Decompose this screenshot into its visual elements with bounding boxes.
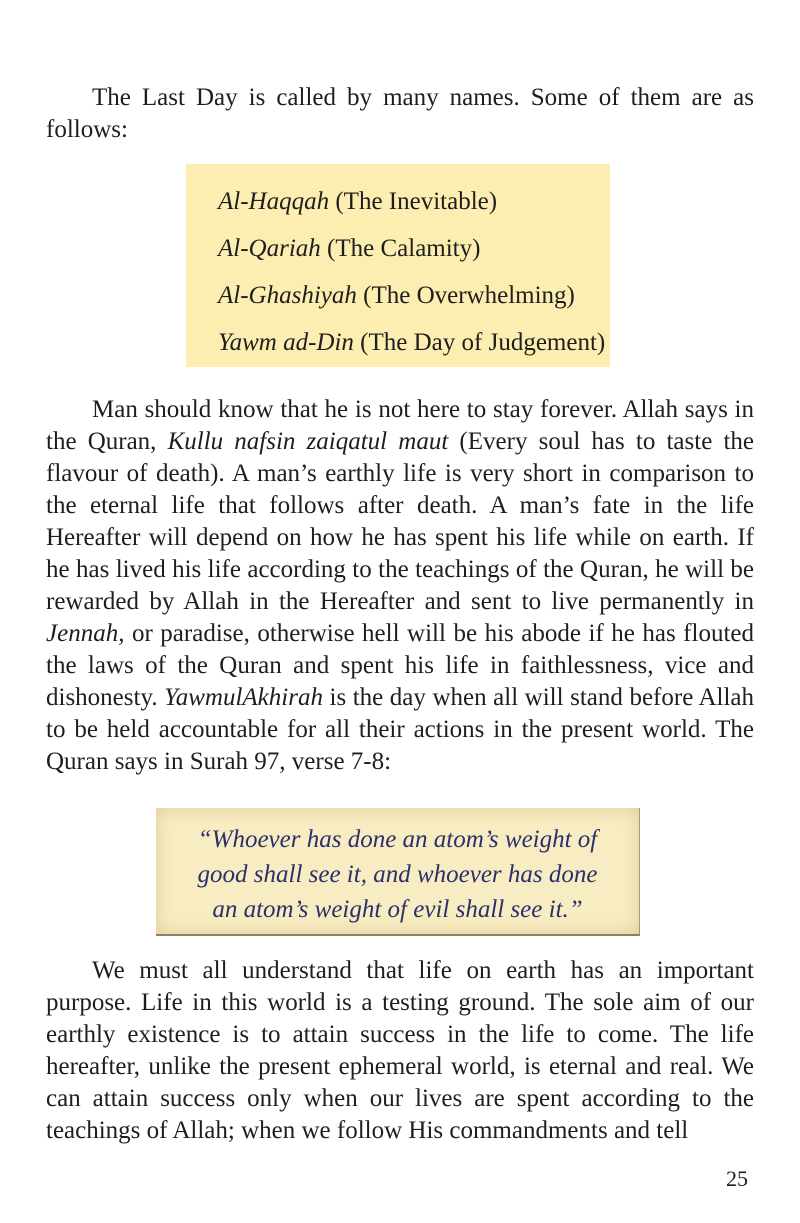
text-run: (Every soul has to taste the flavour of death). A man’s earthly life is very short in comparison to the eternal life that follows after death. A man’s fate in the life Hereafter will depend on how he has spent his life while on earth. If he has lived his life according to the teachings of the Quran, he will be rewarded by Allah in the Hereafter and sent to live permanently in [46,428,754,615]
text-run: is the day when all will stand before Allah to be held accountable for all their actions in the present world. The Quran says in Surah 97, verse 7-8: [46,684,754,775]
name-term: Al-Haqqah [218,188,330,215]
name-meaning: (The Calamity) [327,235,481,262]
intro-text: The Last Day is called by many names. Some of them are as follows: [46,84,754,143]
names-of-last-day-box [186,164,610,367]
text-run: Man should know that he is not here to stay forever. Allah says in the Quran, [46,396,754,455]
name-item [218,225,610,272]
quote-line: an atom’s weight of evil shall see it.” [212,896,583,923]
quote-line: “Whoever has done an atom’s weight of [197,826,598,853]
intro-paragraph [46,82,754,146]
name-term: Al-Ghashiyah [218,282,357,309]
arabic-term: Jennah, [46,620,125,647]
text-run: or paradise, otherwise hell will be his abode if he has flouted the laws of the Quran and spent his life in faithlessness, vice and dishonesty. [46,620,754,711]
name-meaning: (The Day of Judgement) [360,329,606,356]
quran-quote-box [156,808,640,936]
name-term: Al-Qariah [218,235,321,262]
name-item [218,272,610,319]
name-meaning: (The Inevitable) [335,188,498,215]
name-term: Yawm ad-Din [218,329,354,356]
quote-line: good shall see it, and whoever has done [197,861,598,888]
purpose-text: We must all understand that life on earth has an important purpose. Life in this world is a testing ground. The sole aim of our earthly existence is to attain success in the life to come. The life hereafter, unlike the present ephemeral world, is eternal and real. We can attain success only when our lives are spent according to the teachings of Allah; when we follow His commandments and tell [46,957,754,1144]
name-item [218,319,610,366]
arabic-term: Kullu nafsin zaiqatul maut [167,428,449,455]
body-paragraph-mortality [46,394,754,778]
name-item [218,178,610,225]
arabic-term: YawmulAkhirah [164,684,323,711]
name-meaning: (The Overwhelming) [363,282,575,309]
page-number: 25 [726,1166,748,1191]
body-paragraph-purpose [46,955,754,1147]
